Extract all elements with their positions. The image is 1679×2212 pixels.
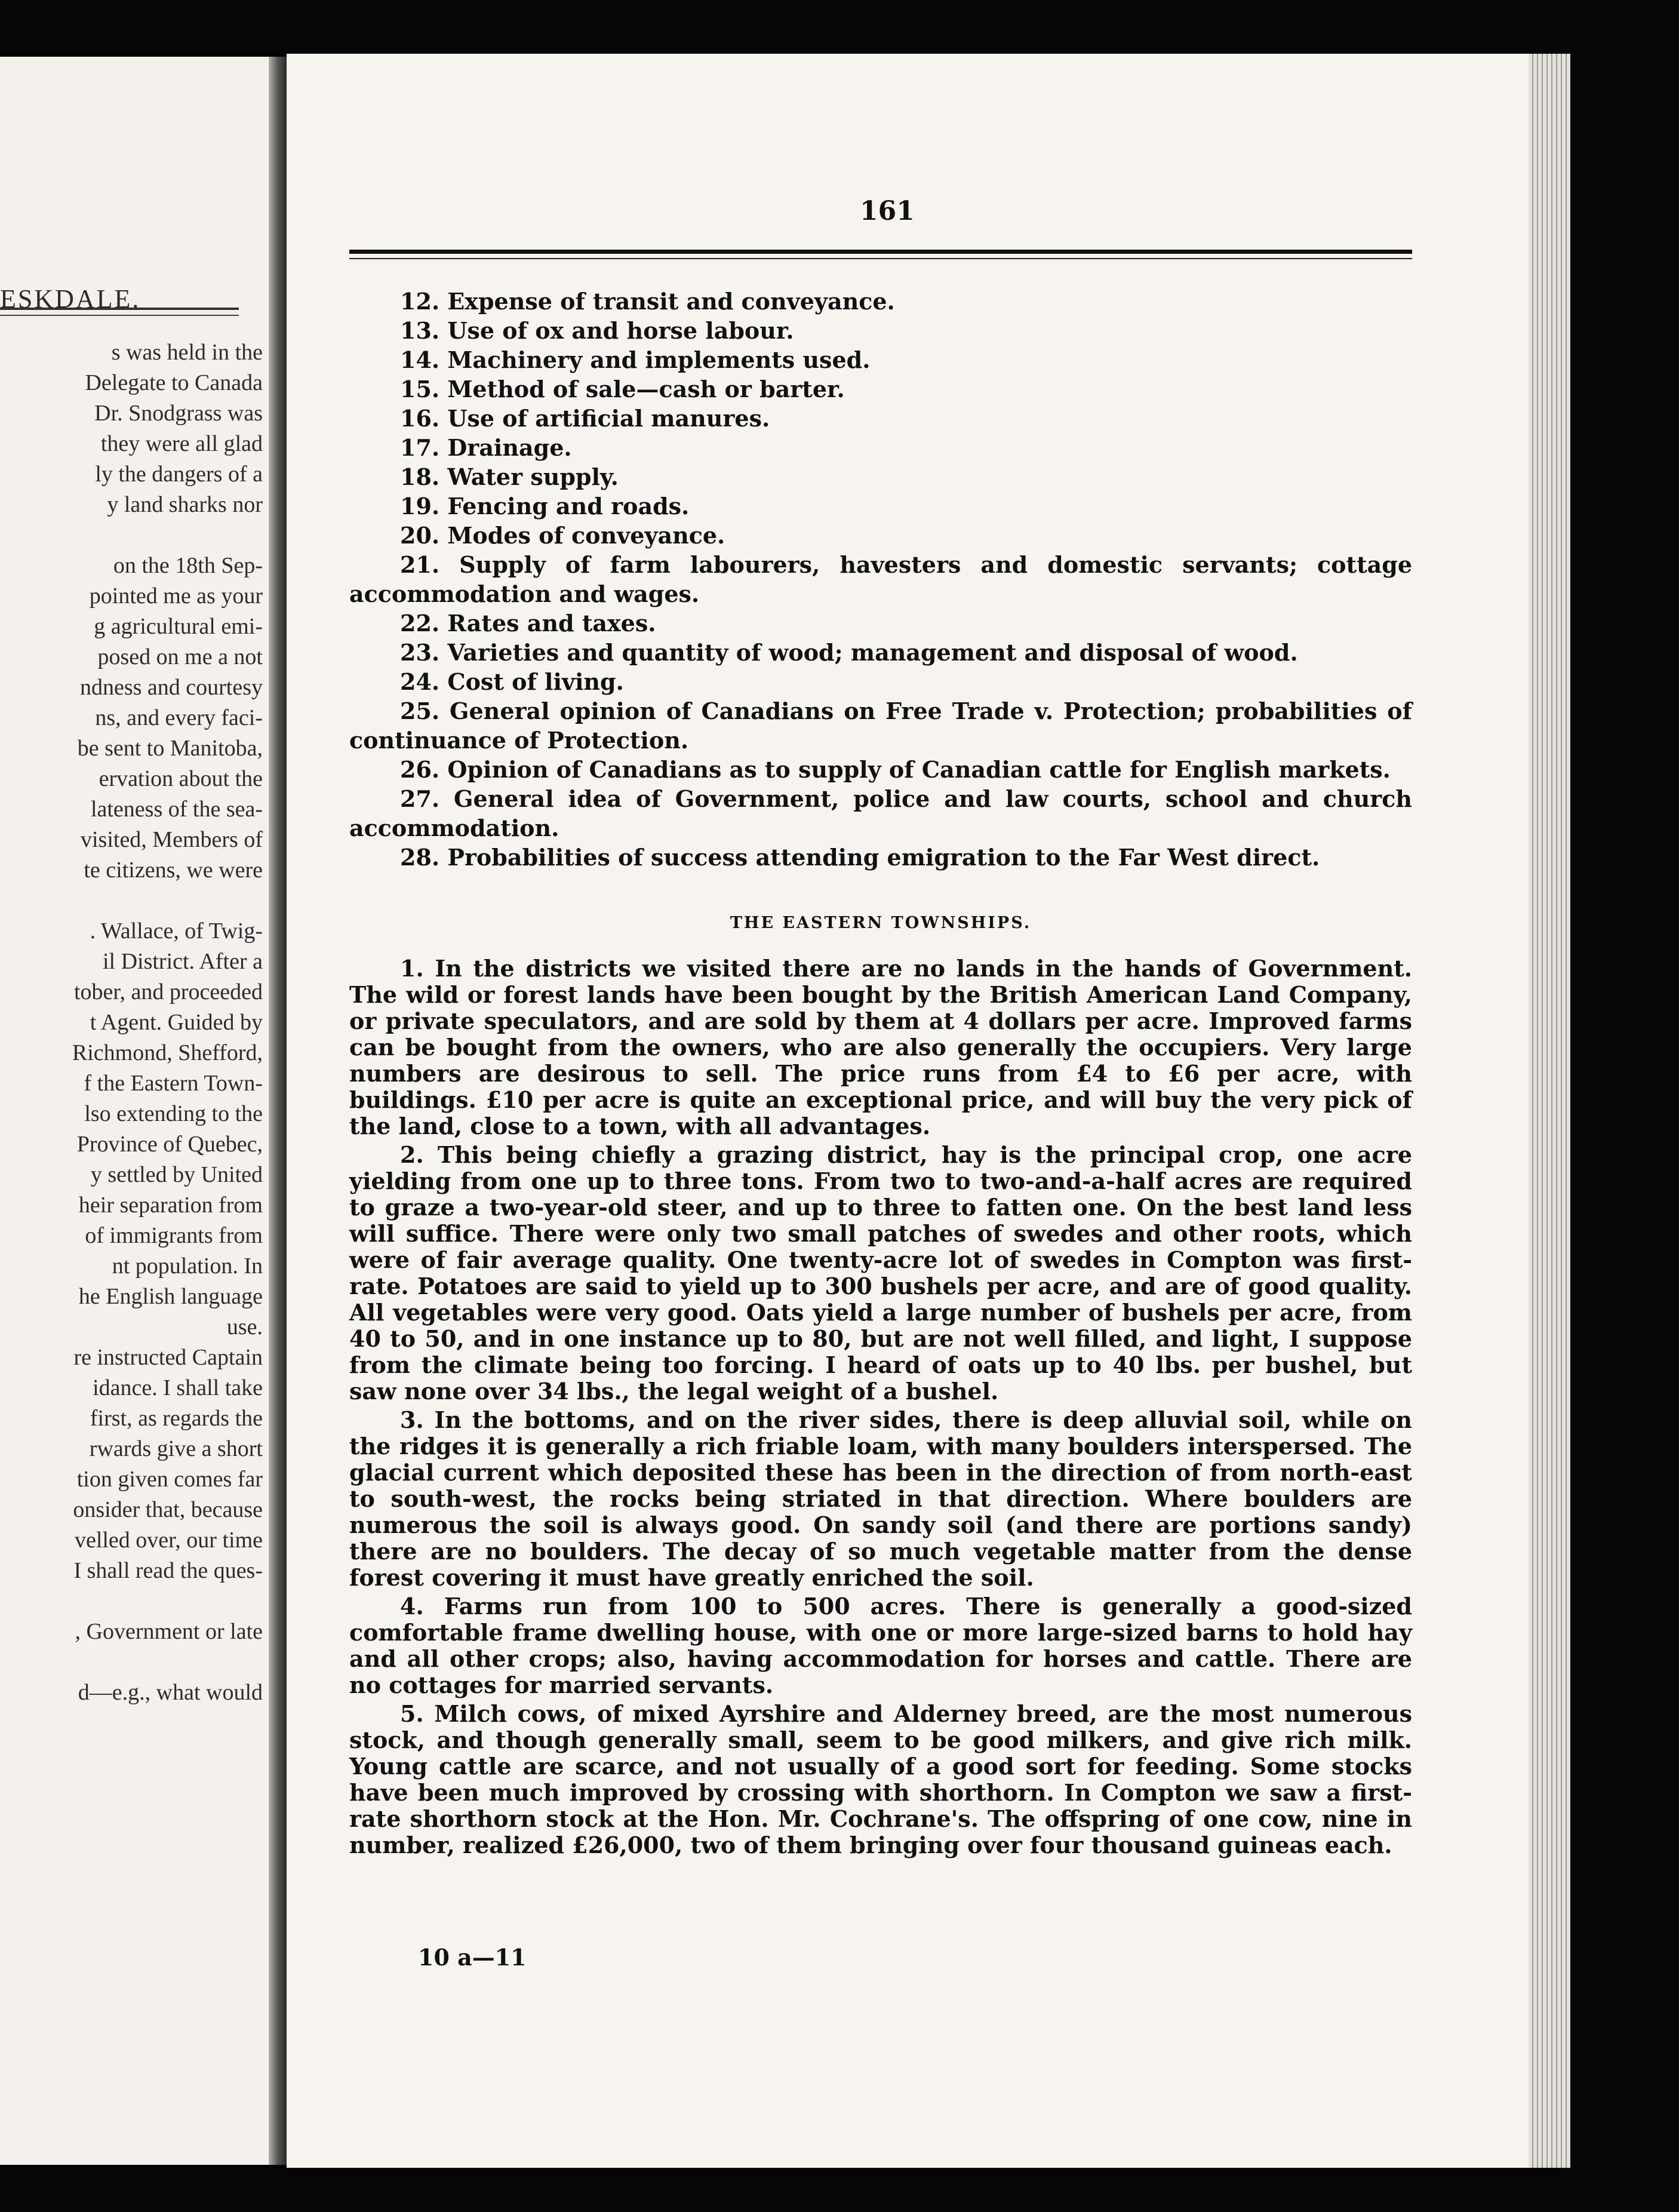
left-page-line: Province of Quebec, [76,1132,263,1157]
paragraph: 2. This being chiefly a grazing district, hay is the principal crop, one acre yielding from one up to three tons. From two to two-and-a-half acres are required to graze a two-year-old steer, and up to three to fatten one. On the best land less will suffice. There were only two small patches of swedes and other roots, which were of fair average quality. One twenty-acre lot of swedes in Compton was first-rate. Potatoes are said to yield up to 300 bushels per acre, and are of good quality. All vegetables were very good. Oats yield a large number of bushels per acre, from 40 to 50, and in one instance up to 80, but are not well filled, and light, I suppose from the climate being too forcing. I heard of oats up to 40 lbs. per bushel, but saw none over 34 lbs., the legal weight of a bushel. [349,1141,1412,1405]
left-page-line: tion given comes far [76,1467,263,1492]
left-page-line: pointed me as your [89,583,263,609]
left-page-line [0,886,263,916]
left-facing-page [0,57,269,2165]
list-item: 20. Modes of conveyance. [400,522,725,549]
page-number: 161 [860,196,915,226]
list-item: 16. Use of artificial manures. [400,405,770,432]
left-page-line: ervation about the [99,766,263,791]
left-page-heading: ESKDALE. [0,284,141,314]
left-page-line: he English language [78,1284,263,1309]
left-page-line: they were all glad [100,431,263,456]
left-page-line: il District. After a [102,949,263,974]
left-page-rule [0,308,239,310]
list-item: 28. Probabilities of success attending emigration to the Far West direct. [400,844,1320,871]
list-item: 24. Cost of living. [400,668,624,695]
left-page-line: on the 18th Sep- [113,553,263,578]
paragraph: 3. In the bottoms, and on the river sides, there is deep alluvial soil, while on the ridges it is generally a rich friable loam, with many boulders interspersed. The glacial current which deposited these has been in the direction of from north-east to south-west, the rocks being striated in that direction. Where boulders are numerous the soil is always good. On sandy soil (and there are portions sandy) there are no boulders. The decay of so much vegetable matter from the dense forest covering it must have greatly enriched the soil. [349,1406,1412,1591]
left-page-rule-thin [0,315,239,316]
left-page-line: y settled by United [90,1162,263,1187]
left-page-line: s was held in the [111,340,263,365]
left-page-line: I shall read the ques- [73,1558,263,1583]
left-page-line: nt population. In [112,1254,263,1279]
section-heading: THE EASTERN TOWNSHIPS. [730,914,1032,932]
left-page-line: re instructed Captain [73,1345,263,1370]
list-item: 15. Method of sale—cash or barter. [400,376,845,403]
signature-mark: 10 a—11 [418,1944,527,1971]
question-list [349,287,1412,872]
list-item: 18. Water supply. [400,463,619,490]
list-item: 26. Opinion of Canadians as to supply of Canadian cattle for English markets. [400,756,1391,783]
list-item: 23. Varieties and quantity of wood; management and disposal of wood. [400,639,1298,666]
left-page-line: te citizens, we were [84,858,263,883]
left-page-line [0,520,263,551]
left-page-line: onsider that, because [73,1497,263,1522]
paragraph: 4. Farms run from 100 to 500 acres. There is generally a good-sized comfortable frame dwelling house, with one or more large-sized barns to hold hay and all other crops; also, having accommodation for horses and cattle. There are no cottages for married servants. [349,1593,1412,1698]
list-item: 12. Expense of transit and conveyance. [400,288,895,315]
left-page-line: idance. I shall take [93,1375,263,1400]
list-item: 17. Drainage. [400,434,572,461]
left-page-line: g agricultural emi- [94,614,263,639]
left-page-line: use. [226,1314,263,1340]
left-page-line: ndness and courtesy [79,675,263,700]
left-page-line: Dr. Snodgrass was [94,401,263,426]
list-item: 22. Rates and taxes. [400,610,656,637]
list-item: 25. General opinion of Canadians on Free Trade v. Protection; probabilities of continuance of Protection. [349,698,1412,754]
left-page-line [0,1586,263,1617]
left-page-line: rwards give a short [89,1436,263,1461]
paragraph: 5. Milch cows, of mixed Ayrshire and Alderney breed, are the most numerous stock, and though generally small, seem to be good milkers, and give rich milk. Young cattle are scarce, and not usually of a good sort for feeding. Some stocks have been much improved by crossing with shorthorn. In Compton we saw a first-rate shorthorn stock at the Hon. Mr. Cochrane's. The offspring of one cow, nine in number, realized £26,000, two of them bringing over four thousand guineas each. [349,1700,1412,1858]
left-page-line: ns, and every faci- [95,705,263,730]
left-page-line: heir separation from [78,1193,263,1218]
left-page-line: posed on me a not [97,644,263,669]
left-page-line: ly the dangers of a [95,462,263,487]
left-page-line: t Agent. Guided by [90,1010,263,1035]
left-page-line: lso extending to the [84,1101,263,1126]
book-gutter [269,57,287,2165]
list-item: 21. Supply of farm labourers, havesters and domestic servants; cottage accommodation and wages. [349,551,1412,607]
left-page-line: of immigrants from [85,1223,263,1248]
left-page-line: . Wallace, of Twig- [90,918,263,944]
left-page-line: first, as regards the [90,1406,263,1431]
page-edges [1529,54,1570,2168]
list-item: 14. Machinery and implements used. [400,346,871,373]
left-page-line: be sent to Manitoba, [77,736,263,761]
left-page-line: visited, Members of [80,827,263,852]
list-item: 13. Use of ox and horse labour. [400,317,794,344]
header-rule [349,250,1412,254]
left-page-line: y land sharks nor [107,492,263,517]
body-text [349,956,1412,1861]
left-page-line: Richmond, Shefford, [72,1040,263,1065]
left-page-line: Delegate to Canada [85,370,263,395]
left-page-line: , Government or late [75,1619,263,1644]
header-rule-thin [349,258,1412,259]
left-page-line: velled over, our time [74,1528,263,1553]
list-item: 19. Fencing and roads. [400,493,690,520]
left-page-line: f the Eastern Town- [84,1071,263,1096]
paragraph: 1. In the districts we visited there are no lands in the hands of Government. The wild or forest lands have been bought by the British American Land Company, or private speculators, and are sold by them at 4 dollars per acre. Improved farms can be bought from the owners, who are also generally the occupiers. Very large numbers are desirous to sell. The price runs from £4 to £6 per acre, with buildings. £10 per acre is quite an exceptional price, and will buy the very pick of the land, close to a town, with all advantages. [349,955,1412,1139]
left-page-line: lateness of the sea- [90,797,263,822]
left-page-line: d—e.g., what would [78,1680,263,1705]
left-page-text [0,337,263,1708]
list-item: 27. General idea of Government, police and law courts, school and church accommodation. [349,785,1412,841]
left-page-line [0,1647,263,1678]
left-page-line: tober, and proceeded [73,979,263,1004]
